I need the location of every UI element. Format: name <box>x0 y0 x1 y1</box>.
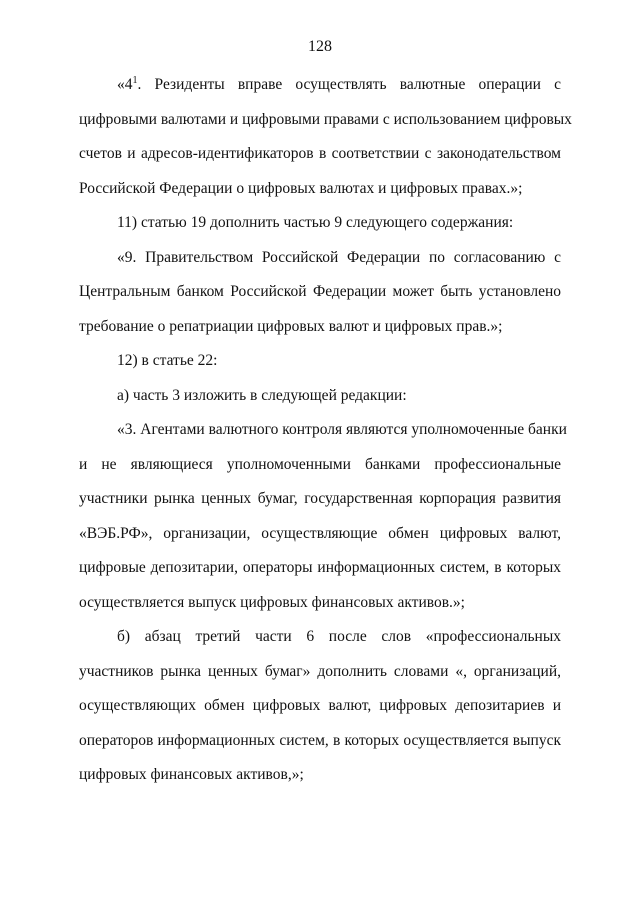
text-line: «3. Агентами валютного контроля являются уполномоченные банки <box>117 421 567 438</box>
text-line: 11) статью 19 дополнить частью 9 следующего содержания: <box>117 214 514 231</box>
text-line: цифровых финансовых активов,»; <box>79 766 304 783</box>
text-line: и не являющиеся уполномоченными банками профессиональные <box>79 456 561 473</box>
text-segment: «4 <box>117 76 133 93</box>
superscript: 1 <box>132 75 138 86</box>
text-line: б) абзац третий части 6 после слов «профессиональных <box>117 628 561 645</box>
text-segment: . Резиденты вправе осуществлять валютные операции с <box>137 76 561 93</box>
text-line: осуществляется выпуск цифровых финансовых активов.»; <box>79 594 465 611</box>
text-line: требование о репатриации цифровых валют и цифровых прав.»; <box>79 318 503 335</box>
text-line: «ВЭБ.РФ», организации, осуществляющие обмен цифровых валют, <box>79 525 561 542</box>
text-line: осуществляющих обмен цифровых валют, цифровых депозитариев и <box>79 697 561 714</box>
text-line: 12) в статье 22: <box>117 352 218 369</box>
text-line: Центральным банком Российской Федерации может быть установлено <box>79 283 561 300</box>
text-line <box>117 74 561 96</box>
text-line: «9. Правительством Российской Федерации по согласованию с <box>117 249 561 266</box>
text-line: цифровые депозитарии, операторы информационных систем, в которых <box>79 559 561 576</box>
text-line: цифровыми валютами и цифровыми правами с использованием цифровых <box>79 111 572 128</box>
text-line: Российской Федерации о цифровых валютах и цифровых правах.»; <box>79 180 523 197</box>
text-line: участников рынка ценных бумаг» дополнить словами «, организаций, <box>79 663 561 680</box>
text-line: а) часть 3 изложить в следующей редакции: <box>117 387 407 404</box>
text-line: счетов и адресов-идентификаторов в соответствии с законодательством <box>79 145 561 162</box>
text-line: участники рынка ценных бумаг, государственная корпорация развития <box>79 490 561 507</box>
page-number: 128 <box>308 38 332 55</box>
text-line: операторов информационных систем, в которых осуществляется выпуск <box>79 732 561 749</box>
